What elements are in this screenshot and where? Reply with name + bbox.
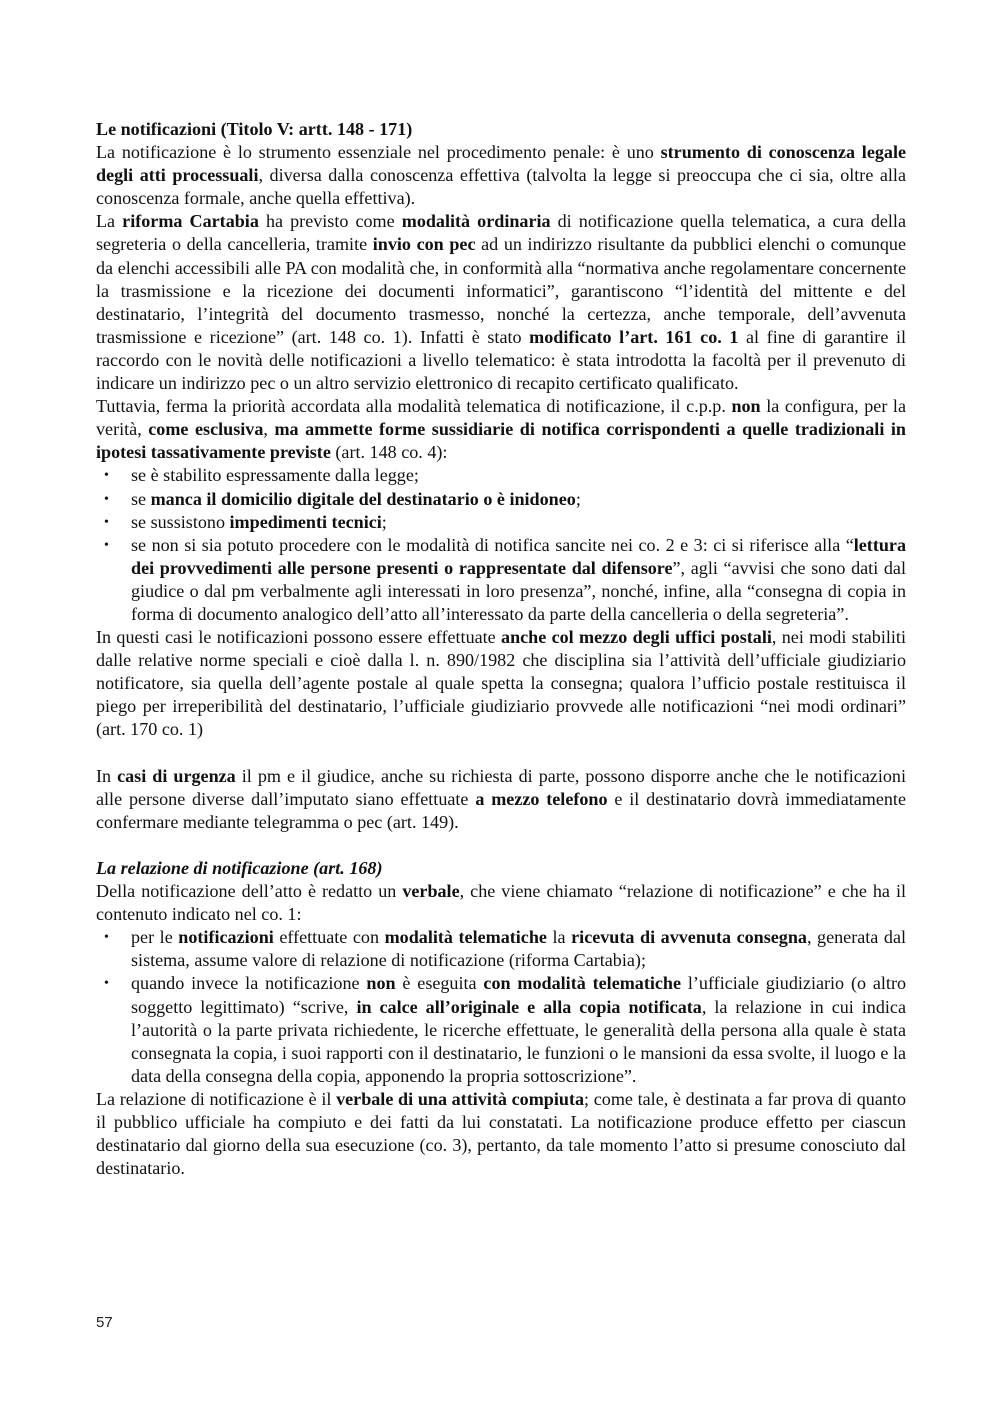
bullet-icon: • (104, 468, 109, 484)
list-item (96, 488, 906, 511)
text-run: se è stabilito espressamente dalla legge; (131, 465, 419, 486)
bold-text: modalità telematiche (384, 927, 547, 948)
text-run: , generata dal sistema, assume valore di relazione di notificazione (riforma Cartabia); (131, 927, 906, 971)
bold-text: verbale (402, 881, 460, 902)
bold-text: in calce all’originale e alla copia notificata (356, 996, 702, 1017)
text-run: è eseguita (395, 973, 484, 994)
bold-text: a mezzo telefono (475, 788, 608, 809)
bullet-icon: • (104, 514, 109, 530)
bold-text: modificato l’art. 161 co. 1 (529, 326, 739, 347)
text-run: In questi casi le notificazioni possono essere effettuate (96, 627, 502, 648)
bullet-list (96, 926, 906, 1088)
paragraph (96, 765, 906, 834)
section-heading-notificazioni: Le notificazioni (Titolo V: artt. 148 - 171) (96, 119, 413, 139)
blank-line (96, 834, 906, 857)
bold-text: anche col mezzo degli uffici postali (501, 627, 772, 648)
document-body (96, 118, 906, 1180)
bold-text: non (731, 396, 761, 417)
text-run: la (546, 927, 572, 948)
text-run: La relazione di notificazione è il (96, 1088, 337, 1109)
paragraph (96, 210, 906, 395)
text-run: effettuate con (273, 927, 385, 948)
list-item (96, 464, 906, 487)
bold-text: impedimenti tecnici (229, 511, 382, 532)
paragraph (96, 395, 906, 464)
section-heading-relazione: La relazione di notificazione (art. 168) (96, 858, 383, 878)
text-run: quando invece la notificazione (131, 973, 367, 994)
text-run: il pm e il giudice, anche su richiesta di parte, possono disporre anche che le notificazioni alle persone diverse dall’imputato siano effettuate (96, 765, 906, 809)
text-run: ; (381, 511, 387, 532)
text-run: , che viene chiamato “relazione di notificazione” e che ha il contenuto indicato nel co. 1: (96, 881, 906, 925)
text-run: se non si sia potuto procedere con le modalità di notifica sancite nei co. 2 e 3: ci si riferisce alla “ (131, 534, 854, 555)
list-item (96, 534, 906, 626)
page-number: 57 (96, 1314, 113, 1331)
paragraph (96, 141, 906, 210)
bold-text: notificazioni (178, 927, 274, 948)
bold-text: ma ammette forme sussidiarie di notifica corrispondenti a quelle tradizionali in ipotesi tassativamente previste (96, 419, 906, 463)
text-run: se sussistono (131, 511, 230, 532)
text-run: , nei modi stabiliti dalle relative norme speciali e cioè dalla l. n. 890/1982 che disciplina sia l’attività dell’ufficiale giudiziario notificatore, sia quella dell’agente postale al quale spetta la consegna; qualora l’ufficio postale restituisca il piego per irreperibilità del destinatario, l’ufficiale giudiziario provvede alle notificazioni “nei modi ordinari” (art. 170 co. 1) (96, 627, 906, 740)
paragraph (96, 1088, 906, 1180)
text-run: Della notificazione dell’atto è redatto un (96, 881, 403, 902)
bold-text: invio con pec (372, 234, 476, 255)
text-run: ”, agli “avvisi che sono dati dal giudice o dal pm verbalmente agli interessati in loro presenza”, nonché, infine, alla “consegna di copia in forma di documento analogico dell’atto all’interessato da parte della cancelleria o della segreteria”. (131, 557, 906, 624)
text-run: ha previsto come (258, 211, 402, 232)
text-run: , diversa dalla conoscenza effettiva (talvolta la legge si preoccupa che ci sia, oltre alla conoscenza formale, anche quella effettiva). (96, 165, 906, 209)
text-run: l’ufficiale giudiziario (o altro soggetto legittimato) “scrive, (131, 973, 907, 1017)
text-run: la configura, per la verità, (96, 396, 906, 440)
text-run: , la relazione in cui indica l’autorità o la parte privata richiedente, le ricerche effettuate, le generalità della persona alla quale è stata consegnata la copia, i suoi rapporti con il destinatario, le funzioni o le mansioni da essa svolte, il luogo e la data della consegna della copia, apponendo la propria sottoscrizione”. (131, 996, 906, 1086)
blank-line (96, 742, 906, 765)
text-run: per le (131, 927, 179, 948)
text-run: al fine di garantire il raccordo con le novità delle notificazioni a livello telematico: è stata introdotta la facoltà per il prevenuto di indicare un indirizzo pec o un altro servizio elettronico di recapito certificato qualificato. (96, 326, 906, 394)
text-run: ; (575, 488, 581, 509)
bold-text: con modalità telematiche (483, 973, 682, 994)
text-run: In (96, 765, 118, 786)
bold-text: riforma Cartabia (122, 211, 259, 232)
bold-text: ricevuta di avvenuta consegna (571, 927, 807, 948)
bold-text: strumento di conoscenza legale degli atti processuali (96, 142, 906, 186)
bold-text: manca il domicilio digitale del destinatario o è inidoneo (150, 488, 576, 509)
list-item (96, 511, 906, 534)
bold-text: non (366, 973, 396, 994)
paragraph (96, 880, 906, 926)
bold-text: lettura dei provvedimenti alle persone presenti o rappresentate dal difensore (131, 534, 906, 578)
text-run: Tuttavia, ferma la priorità accordata alla modalità telematica di notificazione, il c.p.p. (96, 396, 732, 417)
list-item (96, 926, 906, 972)
bullet-icon: • (104, 491, 109, 507)
bullet-icon: • (104, 537, 109, 553)
text-run: , (263, 419, 275, 440)
text-run: di notificazione quella telematica, a cura della segreteria o della cancelleria, tramite (96, 211, 906, 255)
bold-text: verbale di una attività compiuta (336, 1088, 585, 1109)
paragraph (96, 626, 906, 741)
bold-text: come esclusiva (148, 419, 264, 440)
text-run: e il destinatario dovrà immediatamente confermare mediante telegramma o pec (art. 149). (96, 788, 906, 832)
bullet-icon: • (104, 976, 109, 992)
list-item (96, 972, 906, 1087)
bullet-icon: • (104, 930, 109, 946)
bullet-list (96, 464, 906, 626)
text-run: (art. 148 co. 4): (330, 442, 448, 463)
text-run: se (131, 488, 151, 509)
bold-text: casi di urgenza (117, 765, 236, 786)
text-run: La notificazione è lo strumento essenziale nel procedimento penale: è uno (96, 142, 661, 163)
text-run: La (96, 211, 123, 232)
text-run: ad un indirizzo risultante da pubblici elenchi o comunque da elenchi accessibili alle PA con modalità che, in conformità alla “normativa anche regolamentare concernente la trasmissione e la ricezione dei documenti informatici”, garantiscono “l’identità del mittente e del destinatario, l’integrità del documento trasmesso, nonché la certezza, anche temporale, dell’avvenuta trasmissione e ricezione” (art. 148 co. 1). Infatti è stato (96, 234, 906, 347)
bold-text: modalità ordinaria (401, 211, 551, 232)
text-run: ; come tale, è destinata a far prova di quanto il pubblico ufficiale ha compiuto e dei fatti da lui constatati. La notificazione produce effetto per ciascun destinatario dal giorno della sua esecuzione (co. 3), pertanto, da tale momento l’atto si presume conosciuto dal destinatario. (96, 1088, 907, 1179)
